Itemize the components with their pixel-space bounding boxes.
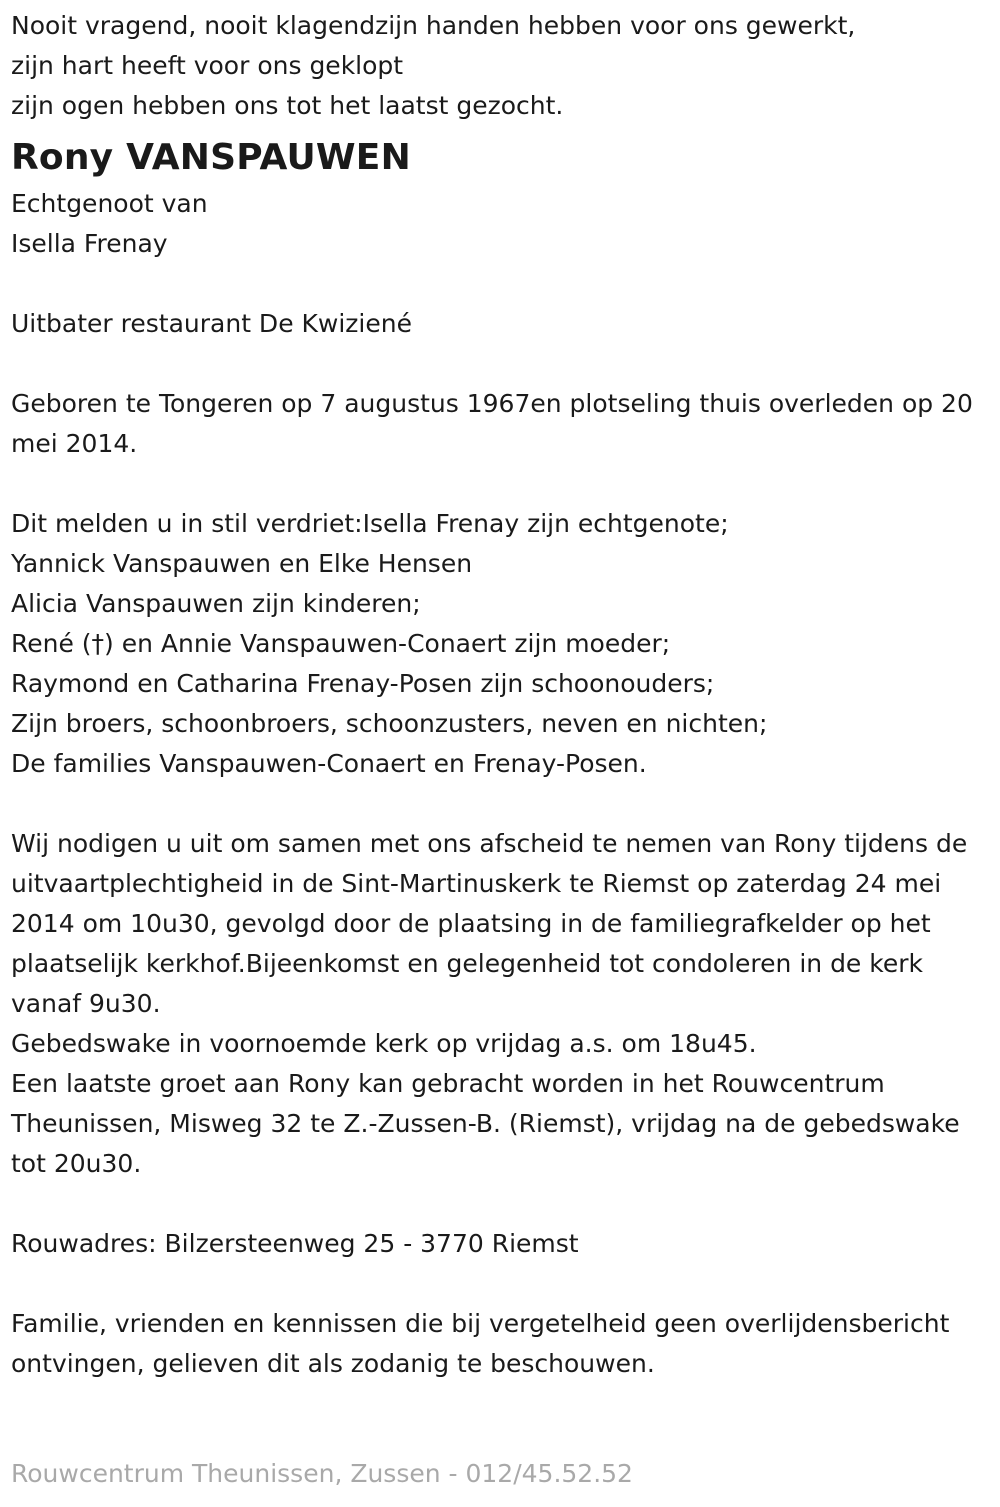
notice: Familie, vrienden en kennissen die bij vergetelheid geen overlijdensbericht ontvingen, gelieven dit als zodanig te beschouwen. — [11, 1309, 950, 1378]
family-line: Raymond en Catharina Frenay-Posen zijn schoonouders; — [11, 669, 715, 698]
funeral-home-footer: Rouwcentrum Theunissen, Zussen - 012/45.52.52 — [11, 1459, 633, 1488]
family-line: René (†) en Annie Vanspauwen-Conaert zijn moeder; — [11, 629, 671, 658]
poem-line-3: zijn ogen hebben ons tot het laatst gezocht. — [11, 91, 564, 120]
spouse-info — [11, 184, 990, 264]
deceased-name: Rony VANSPAUWEN — [11, 137, 411, 178]
mourning-address: Rouwadres: Bilzersteenweg 25 - 3770 Riemst — [11, 1229, 579, 1258]
birth-death: Geboren te Tongeren op 7 augustus 1967en plotseling thuis overleden op 20 mei 2014. — [11, 389, 973, 458]
family-list — [11, 504, 990, 784]
family-line: De families Vanspauwen-Conaert en Frenay-Posen. — [11, 749, 647, 778]
family-line: Dit melden u in stil verdriet:Isella Frenay zijn echtgenote; — [11, 509, 729, 538]
family-line: Yannick Vanspauwen en Elke Hensen — [11, 549, 473, 578]
ceremony-info — [11, 824, 990, 1184]
spouse-label: Echtgenoot van — [11, 189, 208, 218]
prayer-wake: Gebedswake in voornoemde kerk op vrijdag a.s. om 18u45. — [11, 1029, 757, 1058]
family-line: Alicia Vanspauwen zijn kinderen; — [11, 589, 421, 618]
ceremony-invitation: Wij nodigen u uit om samen met ons afscheid te nemen van Rony tijdens de uitvaartplechtigheid in de Sint-Martinuskerk te Riemst op zaterdag 24 mei 2014 om 10u30, gevolgd door de plaatsing in de familiegrafkelder op het plaatselijk kerkhof.Bijeenkomst en gelegenheid tot condoleren in de kerk vanaf 9u30. — [11, 829, 968, 1018]
occupation: Uitbater restaurant De Kwiziené — [11, 309, 412, 338]
poem-line-1: Nooit vragend, nooit klagendzijn handen hebben voor ons gewerkt, — [11, 11, 856, 40]
poem-line-2: zijn hart heeft voor ons geklopt — [11, 51, 404, 80]
spouse-name: Isella Frenay — [11, 229, 168, 258]
last-greeting: Een laatste groet aan Rony kan gebracht worden in het Rouwcentrum Theunissen, Misweg 32 te Z.-Zussen-B. (Riemst), vrijdag na de gebedswake tot 20u30. — [11, 1069, 960, 1178]
family-line: Zijn broers, schoonbroers, schoonzusters, neven en nichten; — [11, 709, 768, 738]
poem — [11, 6, 990, 126]
